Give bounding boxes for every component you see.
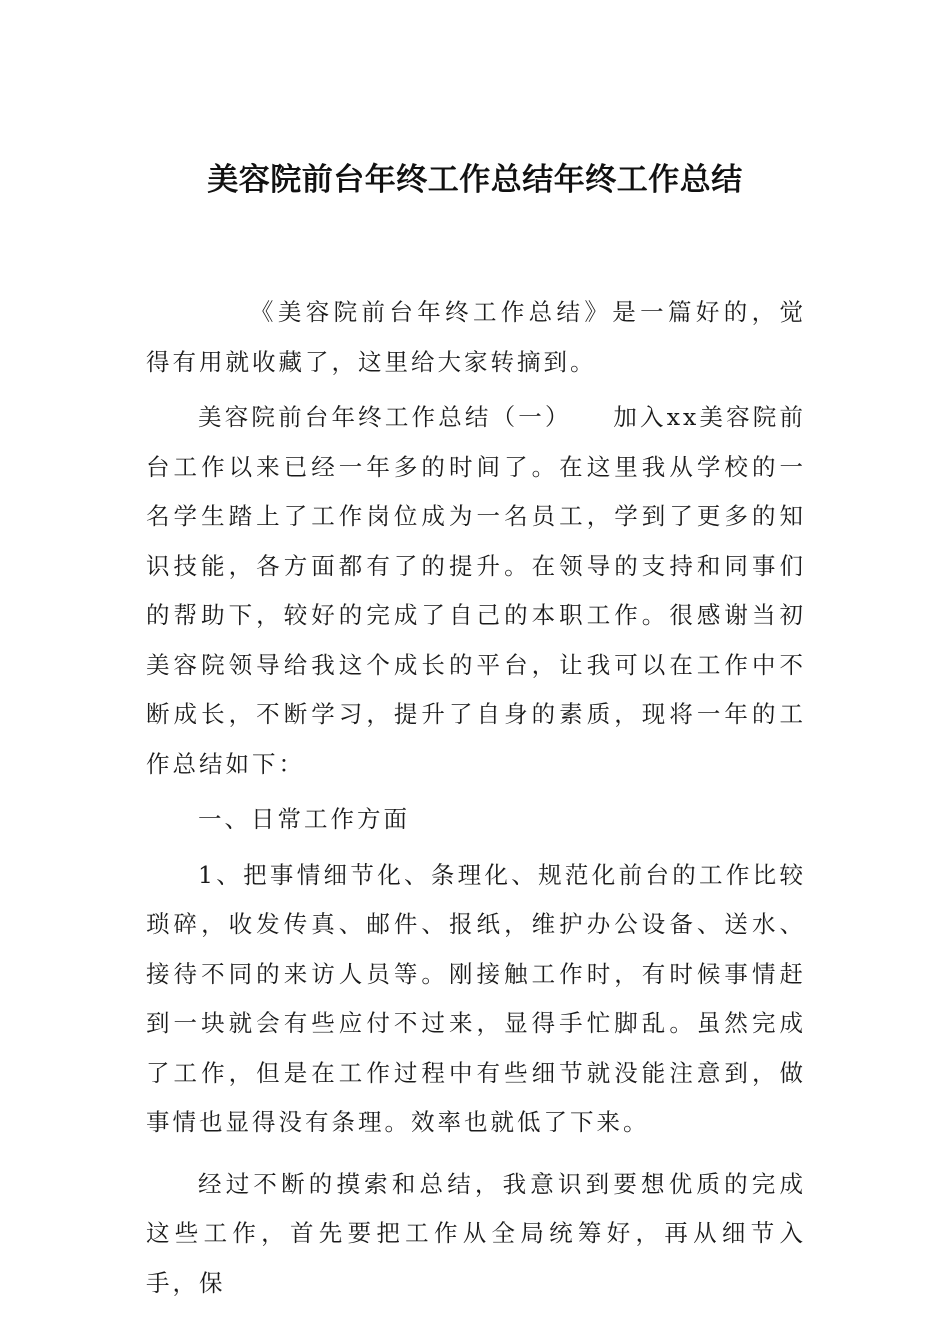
document-body <box>146 288 806 1308</box>
section-heading-daily-work: 一、日常工作方面 <box>198 805 410 833</box>
paragraph-summary-one: 美容院前台年终工作总结（一） 加入xx美容院前台工作以来已经一年多的时间了。在这里我从学校的一名学生踏上了工作岗位成为一名员工，学到了更多的知识技能，各方面都有了的提升。在领导的支持和同事们的帮助下，较好的完成了自己的本职工作。很感谢当初美容院领导给我这个成长的平台，让我可以在工作中不断成长，不断学习，提升了自身的素质，现将一年的工作总结如下： <box>146 403 806 778</box>
paragraph-reflection: 经过不断的摸索和总结，我意识到要想优质的完成这些工作，首先要把工作从全局统筹好，再从细节入手，保 <box>146 1169 806 1297</box>
document-title: 美容院前台年终工作总结年终工作总结 <box>207 162 743 198</box>
paragraph-detail-work: 1、把事情细节化、条理化、规范化前台的工作比较琐碎，收发传真、邮件、报纸，维护办公设备、送水、接待不同的来访人员等。刚接触工作时，有时候事情赶到一块就会有些应付不过来，显得手忙脚乱。虽然完成了工作，但是在工作过程中有些细节就没能注意到，做事情也显得没有条理。效率也就低了下来。 <box>146 860 806 1136</box>
paragraph-intro: 《美容院前台年终工作总结》是一篇好的，觉得有用就收藏了，这里给大家转摘到。 <box>146 298 806 376</box>
